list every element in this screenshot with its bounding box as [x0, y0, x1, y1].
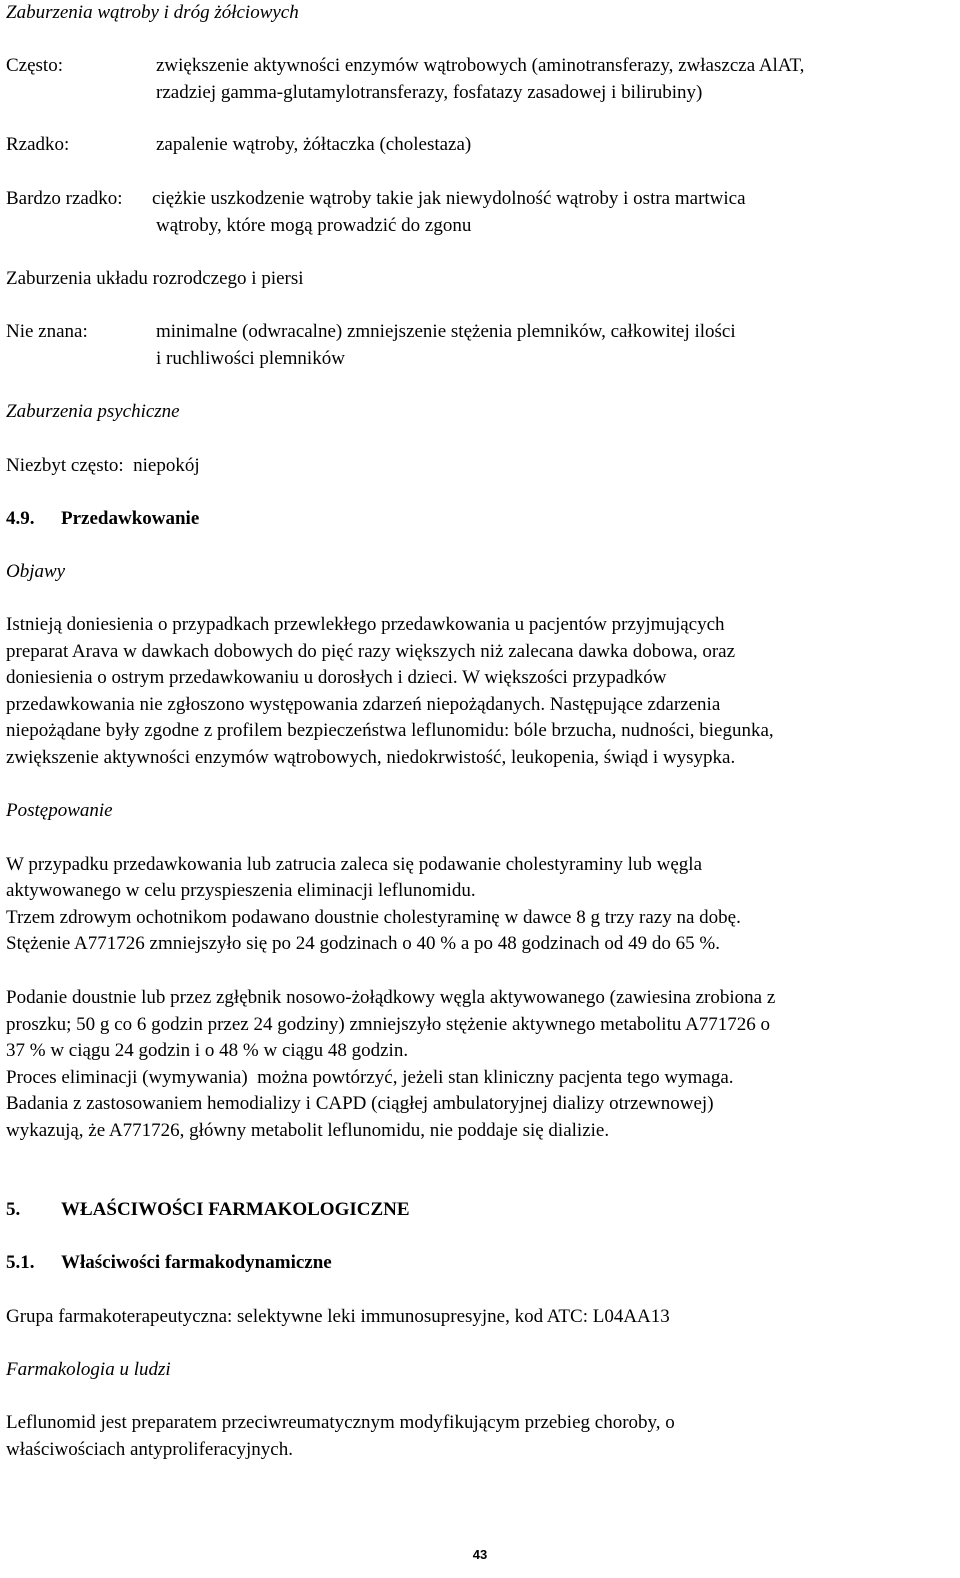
reproductive-unknown-term: Nie znana:	[6, 321, 88, 342]
overdose-charcoal-line-4: Proces eliminacji (wymywania) można powtórzyć, jeżeli stan kliniczny pacjenta tego wymaga.	[6, 1067, 734, 1088]
overdose-charcoal-line-5: Badania z zastosowaniem hemodializy i CAPD (ciągłej ambulatoryjnej dializy otrzewnowej)	[6, 1093, 714, 1114]
overdose-symptoms-line-1: Istnieją doniesienia o przypadkach przewlekłego przedawkowania u pacjentów przyjmujących	[6, 614, 725, 635]
psychiatric-uncommon: Niezbyt często: niepokój	[6, 455, 200, 476]
overdose-section-title: Przedawkowanie	[61, 508, 200, 529]
pharmacology-heading: Farmakologia u ludzi	[6, 1359, 171, 1380]
section51-title: Właściwości farmakodynamiczne	[61, 1252, 332, 1273]
liver-common-term: Często:	[6, 55, 63, 76]
liver-very-rare-line-1: ciężkie uszkodzenie wątroby takie jak niewydolność wątroby i ostra martwica	[152, 188, 746, 209]
liver-rare-term: Rzadko:	[6, 134, 70, 155]
psychiatric-heading: Zaburzenia psychiczne	[6, 401, 180, 422]
overdose-symptoms-heading: Objawy	[6, 561, 66, 582]
reproductive-unknown-line-1: minimalne (odwracalne) zmniejszenie stężenia plemników, całkowitej ilości	[156, 321, 736, 342]
overdose-charcoal-line-1: Podanie doustnie lub przez zgłębnik nosowo-żołądkowy węgla aktywowanego (zawiesina zrobiona z	[6, 987, 776, 1008]
section5-number: 5.	[6, 1199, 21, 1220]
liver-very-rare-line-2: wątroby, które mogą prowadzić do zgonu	[156, 215, 472, 236]
pharmacology-line-2: właściwościach antyproliferacyjnych.	[6, 1439, 293, 1460]
overdose-management-line-2: aktywowanego w celu przyspieszenia eliminacji leflunomidu.	[6, 880, 476, 901]
reproductive-unknown-line-2: i ruchliwości plemników	[156, 348, 345, 369]
page-number: 43	[472, 1547, 488, 1562]
overdose-management-line-3: Trzem zdrowym ochotnikom podawano doustnie cholestyraminę w dawce 8 g trzy razy na dobę.	[6, 907, 741, 928]
overdose-charcoal-line-6: wykazują, że A771726, główny metabolit leflunomidu, nie poddaje się dializie.	[6, 1120, 610, 1141]
overdose-management-heading: Postępowanie	[6, 800, 113, 821]
pharmacology-line-1: Leflunomid jest preparatem przeciwreumatycznym modyfikującym przebieg choroby, o	[6, 1412, 675, 1433]
overdose-management-line-4: Stężenie A771726 zmniejszyło się po 24 godzinach o 40 % a po 48 godzinach od 49 do 65 %.	[6, 933, 720, 954]
overdose-symptoms-line-6: zwiększenie aktywności enzymów wątrobowych, niedokrwistość, leukopenia, świąd i wysypka.	[6, 747, 736, 768]
overdose-symptoms-line-5: niepożądane były zgodne z profilem bezpieczeństwa leflunomidu: bóle brzucha, nudności, biegunka,	[6, 720, 774, 741]
liver-heading: Zaburzenia wątroby i dróg żółciowych	[6, 2, 299, 23]
overdose-symptoms-line-3: doniesienia o ostrym przedawkowaniu u dorosłych i dzieci. W większości przypadków	[6, 667, 667, 688]
liver-common-line-1: zwiększenie aktywności enzymów wątrobowych (aminotransferazy, zwłaszcza AlAT,	[156, 55, 805, 76]
liver-common-line-2: rzadziej gamma-glutamylotransferazy, fosfatazy zasadowej i bilirubiny)	[156, 82, 703, 103]
overdose-management-line-1: W przypadku przedawkowania lub zatrucia zaleca się podawanie cholestyraminy lub węgla	[6, 854, 703, 875]
liver-very-rare-term: Bardzo rzadko:	[6, 188, 123, 209]
reproductive-heading: Zaburzenia układu rozrodczego i piersi	[6, 268, 304, 289]
overdose-symptoms-line-2: preparat Arava w dawkach dobowych do pięć razy większych niż zalecana dawka dobowa, oraz	[6, 641, 736, 662]
overdose-section-number: 4.9.	[6, 508, 35, 529]
pharmacotherapeutic-group: Grupa farmakoterapeutyczna: selektywne leki immunosupresyjne, kod ATC: L04AA13	[6, 1306, 670, 1327]
section51-number: 5.1.	[6, 1252, 35, 1273]
overdose-charcoal-line-3: 37 % w ciągu 24 godzin i o 48 % w ciągu 48 godzin.	[6, 1040, 409, 1061]
section5-title: WŁAŚCIWOŚCI FARMAKOLOGICZNE	[61, 1199, 410, 1220]
overdose-symptoms-line-4: przedawkowania nie zgłoszono występowania zdarzeń niepożądanych. Następujące zdarzenia	[6, 694, 721, 715]
liver-rare-line-1: zapalenie wątroby, żółtaczka (cholestaza)	[156, 134, 472, 155]
overdose-charcoal-line-2: proszku; 50 g co 6 godzin przez 24 godziny) zmniejszyło stężenie aktywnego metabolitu A771726 o	[6, 1014, 771, 1035]
